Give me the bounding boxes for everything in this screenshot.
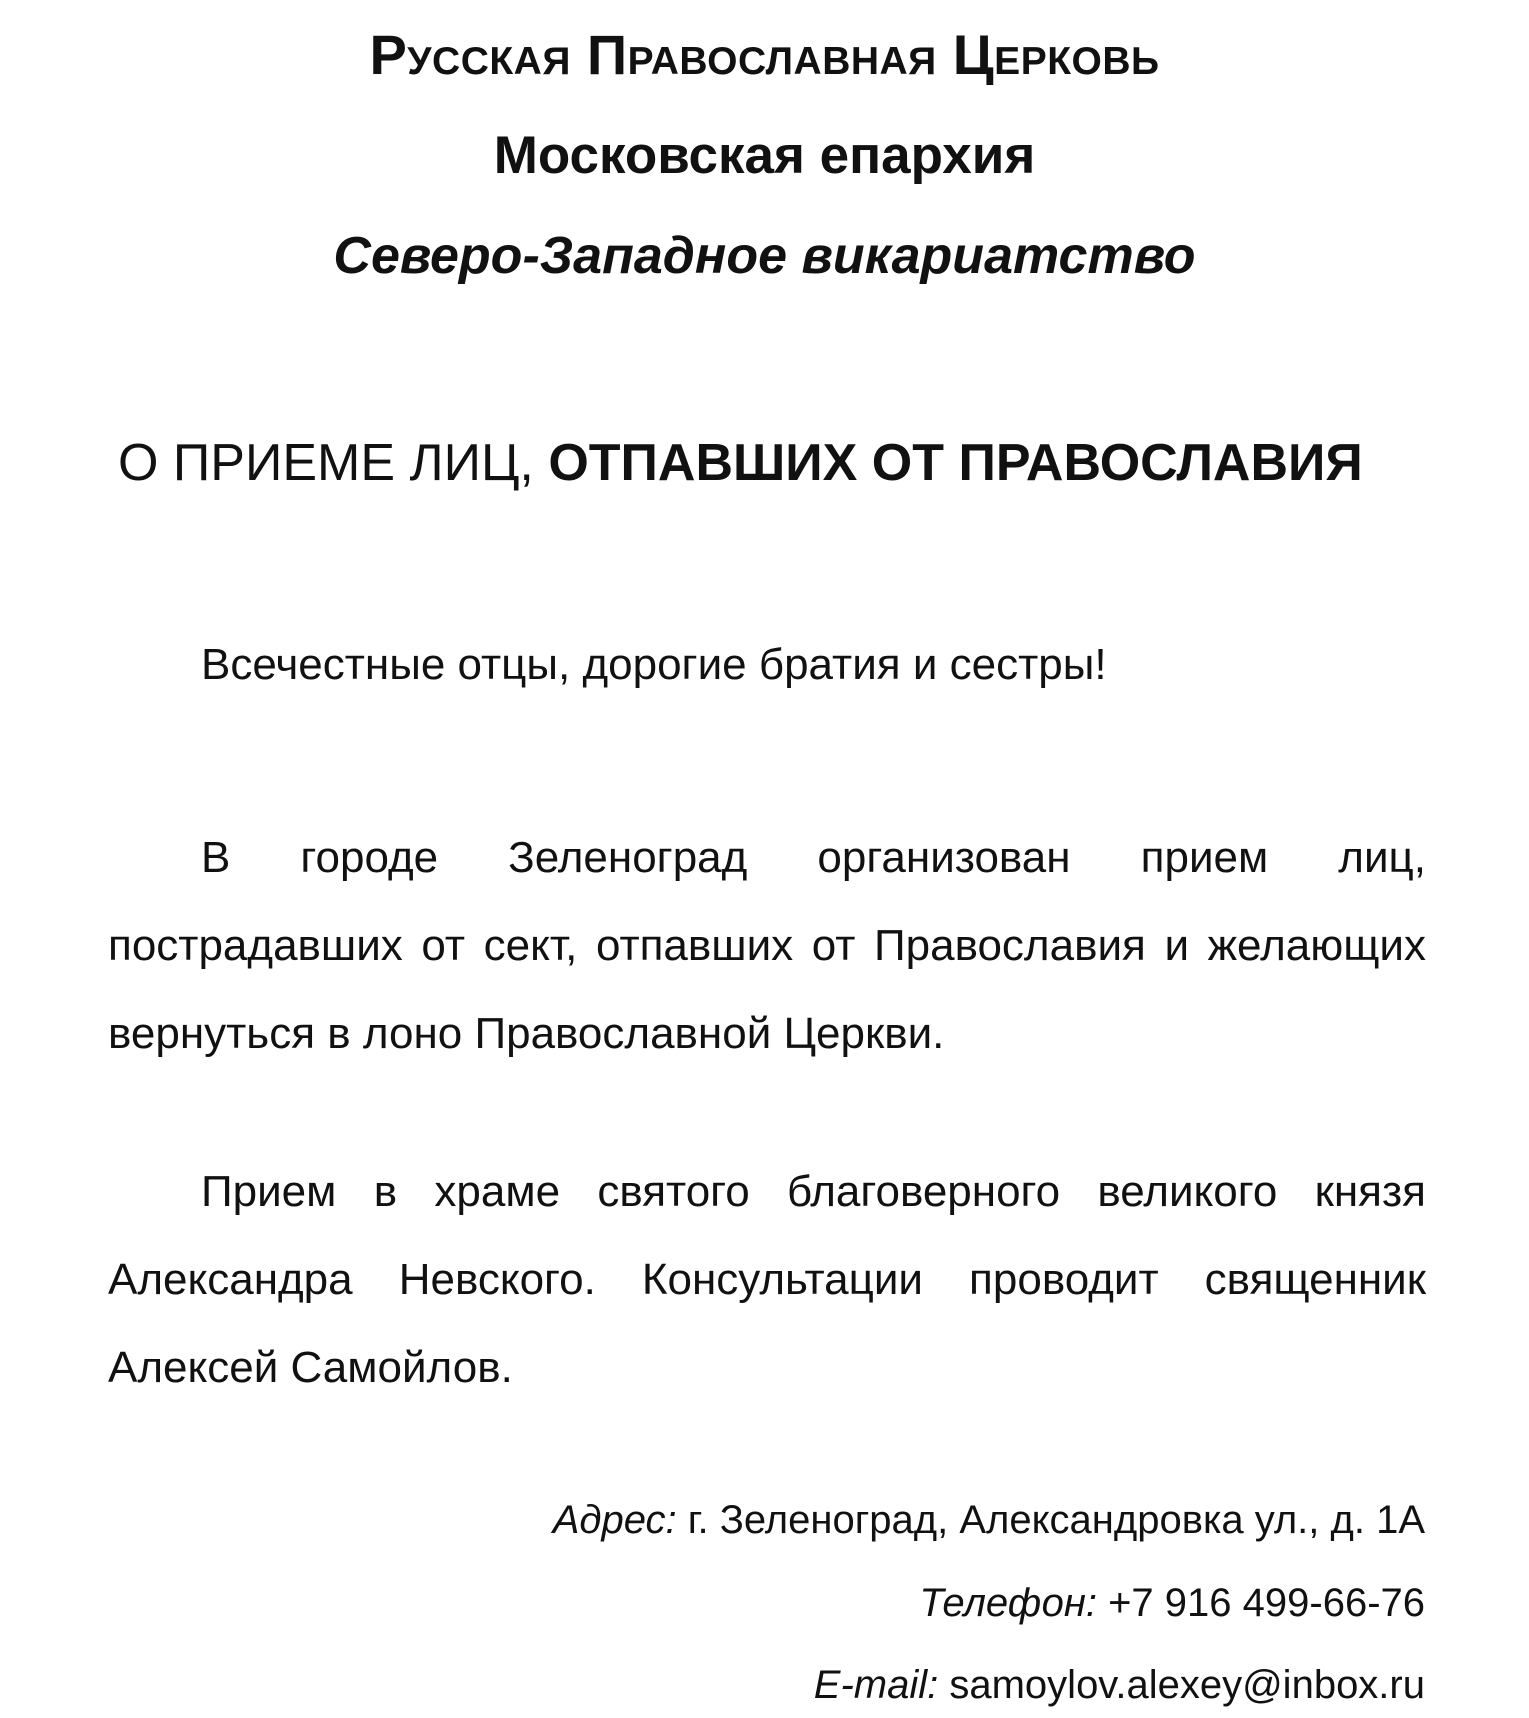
contact-phone [0,1581,1425,1626]
document-title [118,433,1363,493]
paragraph-consultation: Прием в храме святого благоверного великого князя Александра Невского. Консультации проводит священник Алексей Самойлов. [108,1167,1426,1392]
address-label: Адрес: [552,1498,677,1542]
phone-label: Телефон: [919,1581,1097,1625]
church-name: Русская Православная Церковь [369,23,1160,86]
vicariate-name: Северо-Западное викариатство [333,227,1196,285]
title-regular: О ПРИЕМЕ ЛИЦ, [118,434,549,492]
title-bold: ОТПАВШИХ ОТ ПРАВОСЛАВИЯ [548,434,1363,492]
greeting: Всечестные отцы, дорогие братия и сестры! [201,640,1107,689]
phone-value: +7 916 499-66-76 [1096,1581,1425,1625]
email-value: samoylov.alexey@inbox.ru [938,1663,1425,1707]
paragraph-reception: В городе Зеленоград организован прием лиц, пострадавших от сект, отпавших от Православия и желающих вернуться в лоно Православной Церкви. [108,833,1426,1058]
address-value: г. Зеленоград, Александровка ул., д. 1А [676,1498,1425,1542]
contact-email [0,1663,1425,1708]
diocese-name: Московская епархия [493,126,1036,185]
email-label: E-mail: [813,1663,939,1707]
contact-address [0,1498,1425,1543]
